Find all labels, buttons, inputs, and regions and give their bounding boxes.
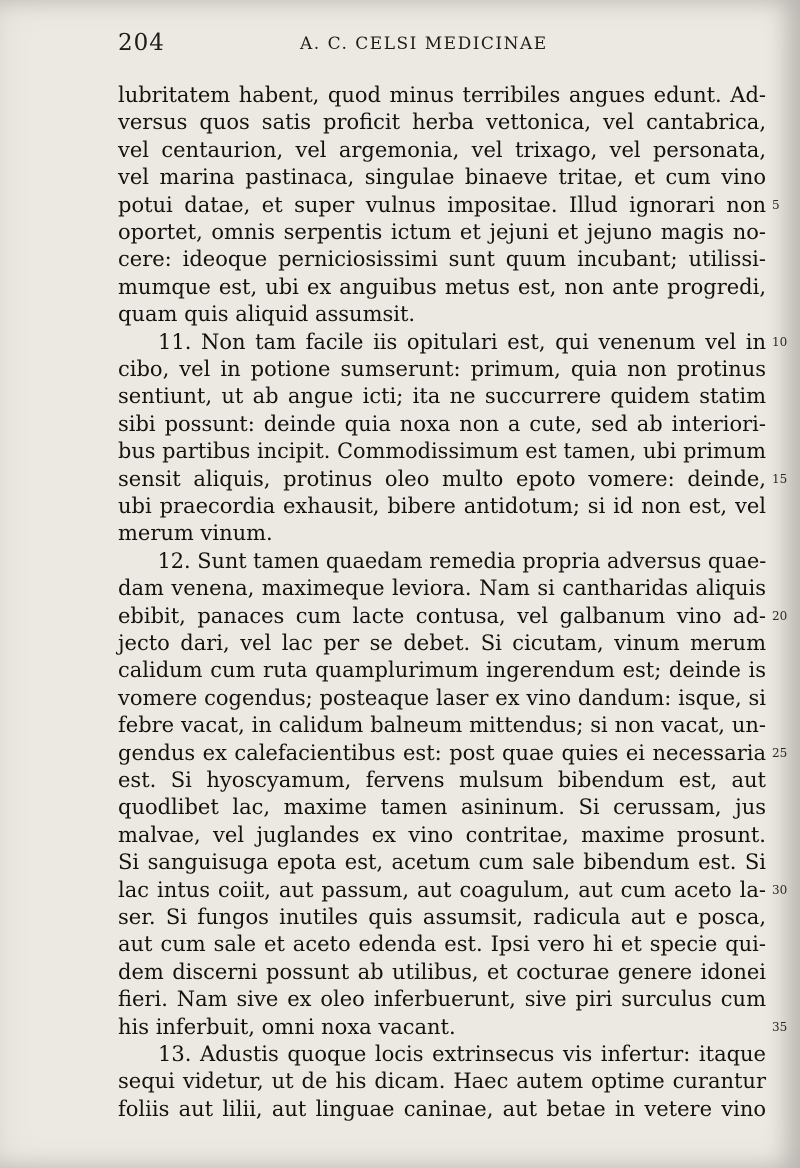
margin-line-number: 5 <box>772 197 780 212</box>
text-line: ebibit, panaces cum lacte contusa, vel galbanum vino ad- <box>118 603 766 628</box>
text-line: vel marina pastinaca, singulae binaeve tritae, et cum vino <box>118 165 766 190</box>
text-line: cere: ideoque perniciosissimi sunt quum incubant; utilissi- <box>118 247 766 272</box>
text-line: cibo, vel in potione sumserunt: primum, quia non protinus <box>118 357 766 381</box>
text-line: his inferbuit, omni noxa vacant. <box>118 1014 456 1039</box>
text-line: mumque est, ubi ex anguibus metus est, non ante progredi, <box>118 274 766 299</box>
text-line: quodlibet lac, maxime tamen asininum. Si cerussam, jus <box>118 795 766 820</box>
text-line: jecto dari, vel lac per se debet. Si cicutam, vinum merum <box>118 631 766 655</box>
text-line: merum vinum. <box>118 521 273 546</box>
running-head: A. C. CELSI MEDICINAE <box>300 34 548 54</box>
text-line: oportet, omnis serpentis ictum et jejuni et jejuno magis no- <box>118 220 766 244</box>
text-line: vel centaurion, vel argemonia, vel trixago, vel personata, <box>118 137 766 162</box>
text-line: potui datae, et super vulnus impositae. Illud ignorari non <box>118 192 766 217</box>
text-line: Si sanguisuga epota est, acetum cum sale bibendum est. Si <box>118 850 766 875</box>
text-line: quam quis aliquid assumsit. <box>118 302 416 327</box>
text-line: malvae, vel juglandes ex vino contritae, maxime prosunt. <box>118 822 766 847</box>
text-line: calidum cum ruta quamplurimum ingerendum est; deinde is <box>118 658 766 683</box>
margin-line-number: 10 <box>772 334 788 349</box>
page-number: 204 <box>118 30 165 56</box>
text-line: gendus ex calefacientibus est: post quae quies ei necessaria <box>118 740 766 765</box>
margin-line-number: 30 <box>772 882 788 897</box>
margin-line-number: 25 <box>772 745 788 760</box>
text-line: dam venena, maximeque leviora. Nam si cantharidas aliquis <box>118 576 766 601</box>
text-line: bus partibus incipit. Commodissimum est tamen, ubi primum <box>118 439 766 464</box>
page-header <box>118 30 588 56</box>
margin-line-number: 35 <box>772 1019 788 1034</box>
text-line: ser. Si fungos inutiles quis assumsit, radicula aut e posca, <box>118 905 766 929</box>
text-line: dem discerni possunt ab utilibus, et cocturae genere idonei <box>118 959 766 984</box>
text-line: versus quos satis proficit herba vettonica, vel cantabrica, <box>118 110 766 135</box>
section-start-line: 12. Sunt tamen quaedam remedia propria adversus quae- <box>157 548 767 573</box>
text-line: sentiunt, ut ab angue icti; ita ne succurrere quidem statim <box>118 384 766 409</box>
margin-line-number: 20 <box>772 608 788 623</box>
text-line: foliis aut lilii, aut linguae caninae, aut betae in vetere vino <box>118 1096 766 1121</box>
text-line: est. Si hyoscyamum, fervens mulsum bibendum est, aut <box>118 768 766 792</box>
text-line: lubritatem habent, quod minus terribiles angues edunt. Ad- <box>118 83 766 107</box>
text-line: aut cum sale et aceto edenda est. Ipsi vero hi et specie qui- <box>118 932 766 957</box>
text-line: sensit aliquis, protinus oleo multo epoto vomere: deinde, <box>118 466 766 491</box>
text-line: fieri. Nam sive ex oleo inferbuerunt, sive piri surculus cum <box>118 987 766 1012</box>
section-start-line: 13. Adustis quoque locis extrinsecus vis infertur: itaque <box>158 1042 766 1066</box>
text-line: lac intus coiit, aut passum, aut coagulum, aut cum aceto la- <box>118 877 766 902</box>
text-line: sequi videtur, ut de his dicam. Haec autem optime curantur <box>118 1069 766 1094</box>
text-line: sibi possunt: deinde quia noxa non a cute, sed ab interiori- <box>118 411 766 436</box>
text-line: febre vacat, in calidum balneum mittendus; si non vacat, un- <box>118 713 766 738</box>
margin-line-number: 15 <box>772 471 788 486</box>
text-line: vomere cogendus; posteaque laser ex vino dandum: isque, si <box>118 685 766 710</box>
section-start-line: 11. Non tam facile iis opitulari est, qui venenum vel in <box>158 329 766 354</box>
text-line: ubi praecordia exhausit, bibere antidotum; si id non est, vel <box>118 494 766 518</box>
